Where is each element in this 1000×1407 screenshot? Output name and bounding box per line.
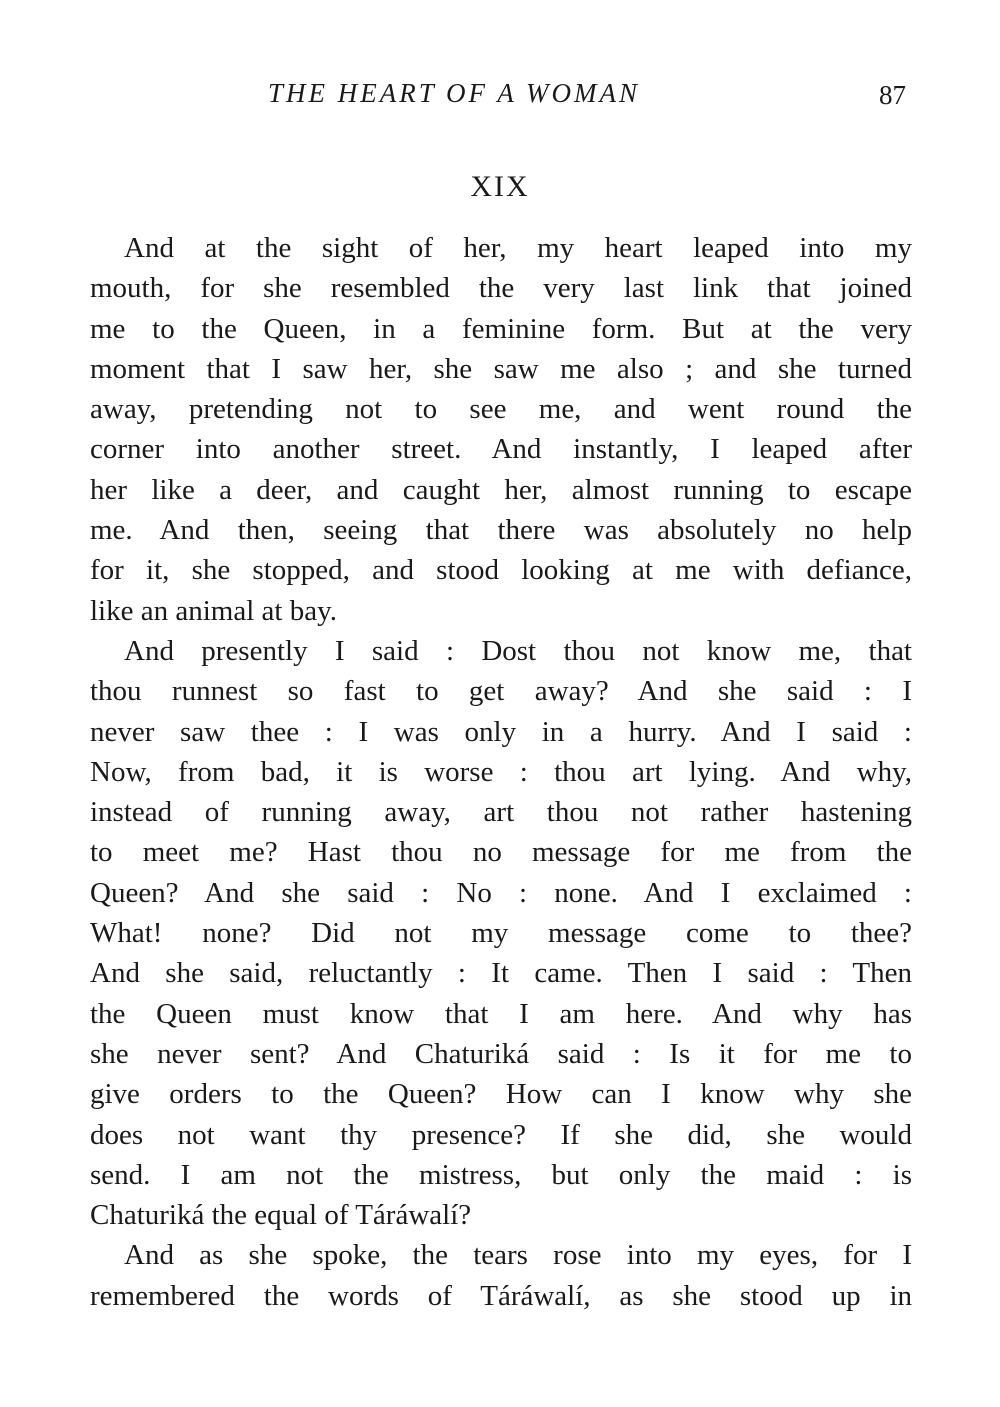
running-title: THE HEART OF A WOMAN: [268, 78, 641, 108]
text-line: never saw thee : I was only in a hurry. And I said :: [90, 715, 912, 748]
text-line: for it, she stopped, and stood looking at me with defiance,: [90, 554, 912, 587]
text-line: And as she spoke, the tears rose into my eyes, for I: [124, 1239, 912, 1272]
text-line: does not want thy presence? If she did, she would: [90, 1118, 912, 1151]
text-line: me. And then, seeing that there was absolutely no help: [90, 514, 912, 547]
text-line: corner into another street. And instantly, I leaped after: [90, 433, 912, 466]
text-line: Queen? And she said : No : none. And I exclaimed :: [90, 876, 912, 909]
running-head: [90, 78, 912, 118]
text-line: her like a deer, and caught her, almost running to escape: [90, 473, 912, 506]
text-line: to meet me? Hast thou no message for me from the: [90, 836, 912, 869]
chapter-heading: XIX: [470, 170, 530, 203]
text-line: And she said, reluctantly : It came. Then I said : Then: [90, 957, 912, 990]
text-line: Chaturiká the equal of Táráwalí?: [90, 1199, 472, 1232]
text-line: away, pretending not to see me, and went round the: [90, 393, 912, 426]
text-line: Now, from bad, it is worse : thou art lying. And why,: [90, 755, 912, 788]
text-line: thou runnest so fast to get away? And she said : I: [90, 675, 912, 708]
text-line: the Queen must know that I am here. And why has: [90, 997, 912, 1030]
text-line: give orders to the Queen? How can I know why she: [90, 1078, 912, 1111]
text-line: What! none? Did not my message come to thee?: [90, 917, 912, 950]
text-line: And at the sight of her, my heart leaped into my: [124, 232, 912, 264]
text-line: she never sent? And Chaturiká said : Is it for me to: [90, 1037, 912, 1070]
text-line: send. I am not the mistress, but only the maid : is: [90, 1158, 912, 1191]
text-line: instead of running away, art thou not rather hastening: [90, 796, 912, 829]
text-line: moment that I saw her, she saw me also ; and she turned: [90, 352, 912, 385]
text-line: remembered the words of Táráwalí, as she stood up in: [90, 1279, 912, 1312]
body-text: [90, 228, 912, 1316]
text-line: mouth, for she resembled the very last link that joined: [90, 272, 912, 305]
text-line: me to the Queen, in a feminine form. But at the very: [90, 312, 912, 345]
text-line: like an animal at bay.: [90, 594, 337, 627]
page-number: 87: [879, 80, 906, 110]
text-line: And presently I said : Dost thou not know me, that: [124, 634, 912, 667]
